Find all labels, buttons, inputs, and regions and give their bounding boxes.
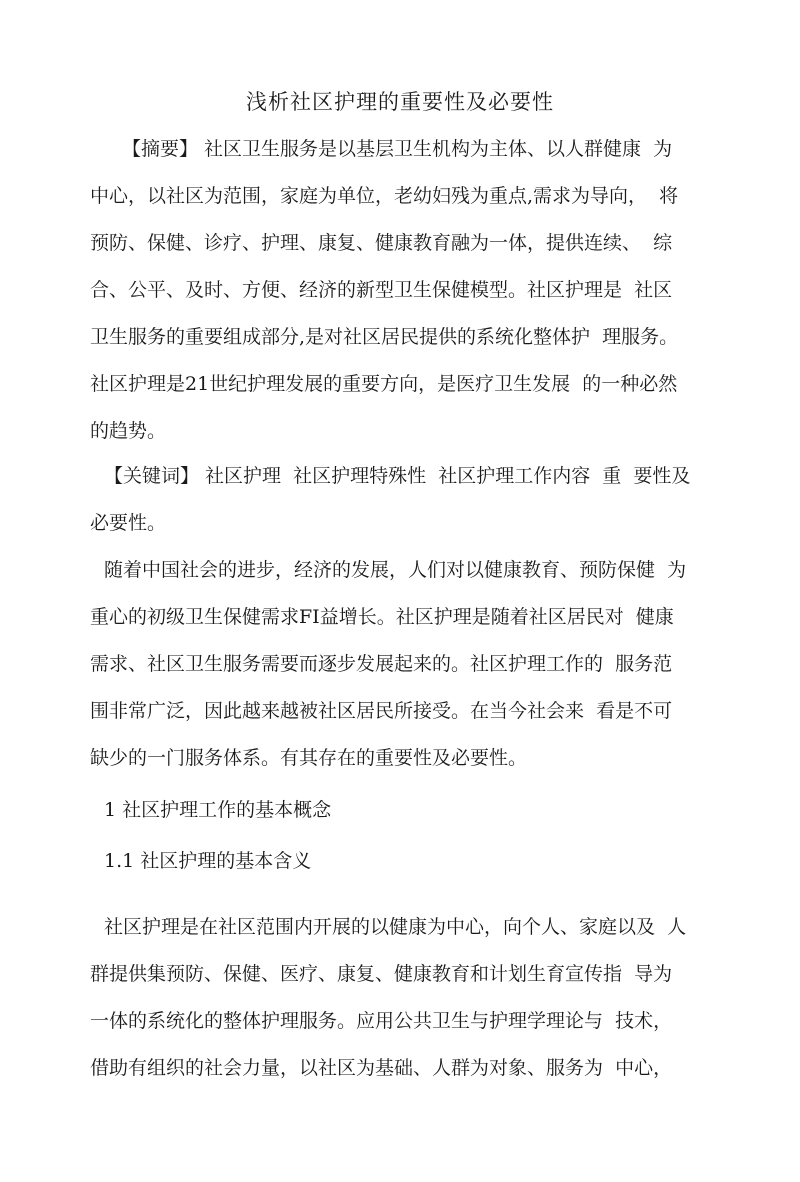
intro-line-3: 需求、社区卫生服务需要而逐步发展起来的。社区护理工作的 服务范 (90, 653, 673, 675)
abstract-line-5: 卫生服务的重要组成部分,是对社区居民提供的系统化整体护 理服务。 (90, 326, 679, 348)
keywords-line-1: 【关键词】 社区护理 社区护理特殊性 社区护理工作内容 重 要性及 (104, 465, 691, 487)
abstract-line-1: 【摘要】 社区卫生服务是以基层卫生机构为主体、以人群健康 为 (122, 138, 673, 160)
section-heading-1-1: 1.1 社区护理的基本含义 (104, 850, 312, 872)
body-line-1: 社区护理是在社区范围内开展的以健康为中心，向个人、家庭以及 人 (104, 916, 687, 938)
intro-line-5: 缺少的一门服务体系。有其存在的重要性及必要性。 (90, 747, 528, 769)
document-title: 浅析社区护理的重要性及必要性 (246, 90, 554, 114)
intro-line-2: 重心的初级卫生保健需求FI益增长。社区护理是随着社区居民对 健康 (90, 606, 674, 628)
abstract-line-3: 预防、保健、诊疗、护理、康复、健康教育融为一体，提供连续、 综 (90, 232, 673, 254)
body-line-2: 群提供集预防、保健、医疗、康复、健康教育和计划生育宣传指 导为 (90, 963, 673, 985)
intro-line-1: 随着中国社会的进步，经济的发展，人们对以健康教育、预防保健 为 (104, 559, 687, 581)
abstract-line-6: 社区护理是21世纪护理发展的重要方向，是医疗卫生发展 的一种必然 (90, 373, 678, 395)
keywords-line-2: 必要性。 (90, 512, 167, 534)
abstract-line-4: 合、公平、及时、方便、经济的新型卫生保健模型。社区护理是 社区 (90, 279, 673, 301)
body-line-4: 借助有组织的社会力量，以社区为基础、人群为对象、服务为 中心， (90, 1057, 673, 1079)
abstract-line-7: 的趋势。 (90, 420, 167, 442)
body-line-3: 一体的系统化的整体护理服务。应用公共卫生与护理学理论与 技术， (90, 1010, 673, 1032)
intro-line-4: 围非常广泛，因此越来越被社区居民所接受。在当今社会来 看是不可 (90, 700, 673, 722)
abstract-line-2: 中心，以社区为范围，家庭为单位，老幼妇残为重点,需求为导向， 将 (90, 185, 679, 207)
section-heading-1: 1 社区护理工作的基本概念 (104, 799, 332, 821)
